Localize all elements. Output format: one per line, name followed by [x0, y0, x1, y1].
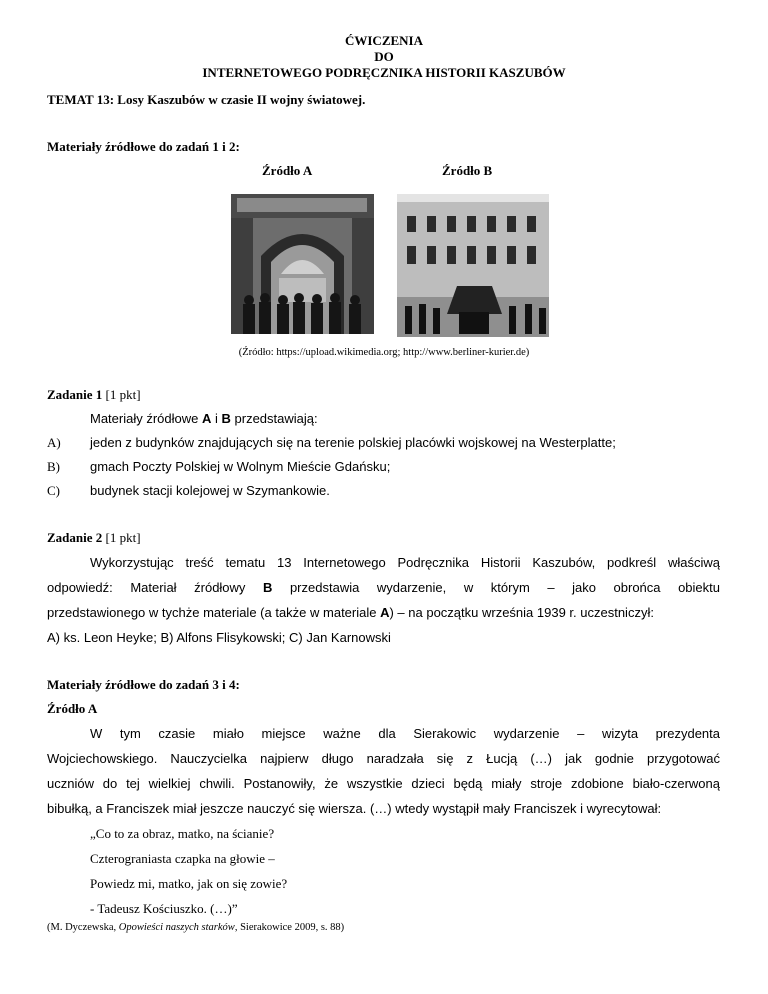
task-1-prompt [90, 411, 318, 426]
source-b-label: Źródło B [442, 163, 493, 178]
task-2-line-2-b: B [263, 580, 273, 595]
post-office-facade-image [397, 194, 549, 337]
paragraph-line-2: Wojciechowskiego. Nauczycielka najpierw długo naradzała się z Łucją (…) jak godnie przygotować [47, 751, 720, 766]
task-2-line-1: Wykorzystując treść tematu 13 Internetowego Podręcznika Historii Kaszubów, podkreśl właściwą [90, 555, 720, 570]
task-2-line-2-pre: odpowiedź: Materiał źródłowy [47, 580, 263, 595]
poem-line-1: „Co to za obraz, matko, na ścianie? [90, 826, 275, 841]
task-1-option-b-text: gmach Poczty Polskiej w Wolnym Mieście Gdańsku; [90, 459, 391, 474]
task-2-answers[interactable]: A) ks. Leon Heyke; B) Alfons Flisykowski; C) Jan Karnowski [47, 630, 391, 645]
task-2-line-3-pre: przedstawionego w tychże materiale (a także w materiale [47, 605, 381, 620]
citation-pre: (M. Dyczewska, [47, 922, 119, 933]
task-1-option-a-letter: A) [47, 435, 61, 450]
task-1-prompt-a: A [202, 411, 212, 426]
task-2-title: Zadanie 2 [47, 530, 103, 545]
task-2-line-3-post: ) – na początku września 1939 r. uczestniczył: [389, 605, 654, 620]
task-1-prompt-post: przedstawiają: [230, 411, 318, 426]
citation-title: Opowieści naszych starków [118, 922, 235, 933]
task-2-line-2 [47, 580, 720, 595]
materials-heading-2: Materiały źródłowe do zadań 3 i 4: [47, 677, 240, 692]
citation-post: , Sierakowice 2009, s. 88) [234, 922, 345, 933]
task-1-option-c-letter: C) [47, 483, 60, 498]
materials-heading-1: Materiały źródłowe do zadań 1 i 2: [47, 139, 240, 154]
source-a-label: Źródło A [262, 163, 313, 178]
poem-line-4: - Tadeusz Kościuszko. (…)” [90, 901, 238, 916]
poem-line-2: Czterograniasta czapka na głowie – [90, 851, 275, 866]
task-2-heading [47, 530, 141, 546]
paragraph-line-4: bibułką, a Franciszek miał jeszcze nauczyć się wiersza. (…) wtedy wystąpił mały Franciszek i wyrecytował: [47, 801, 662, 816]
source-a-photo [231, 194, 374, 334]
citation [47, 922, 344, 933]
topic-title: TEMAT 13: Losy Kaszubów w czasie II wojny światowej. [47, 92, 366, 107]
task-1-prompt-pre: Materiały źródłowe [90, 411, 202, 426]
task-1-points: [1 pkt] [102, 387, 141, 402]
source-caption: (Źródło: https://upload.wikimedia.org; http://www.berliner-kurier.de) [238, 347, 530, 358]
paragraph-line-1: W tym czasie miało miejsce ważne dla Sierakowic wydarzenie – wizyta prezydenta [90, 726, 720, 741]
task-1-option-c-text: budynek stacji kolejowej w Szymankowie. [90, 483, 330, 498]
task-2-line-2-post: przedstawia wydarzenie, w którym – jako obrońca obiektu [272, 580, 720, 595]
poem-line-3: Powiedz mi, matko, jak on się zowie? [90, 876, 288, 891]
header-line-1: ĆWICZENIA [344, 33, 423, 48]
paragraph-line-3: uczniów do tej wielkiej chwili. Postanowiły, że wszystkie dzieci będą miały stroje zdobione biało-czerwoną [47, 776, 720, 791]
header-line-3: INTERNETOWEGO PODRĘCZNIKA HISTORII KASZUBÓW [202, 65, 566, 80]
task-1-title: Zadanie 1 [47, 387, 103, 402]
task-1-heading [47, 387, 141, 403]
task-2-points: [1 pkt] [102, 530, 141, 545]
header-line-2: DO [374, 49, 394, 64]
task-2-line-3 [47, 605, 654, 620]
task-1-option-b-letter: B) [47, 459, 60, 474]
task-1-prompt-b: B [221, 411, 231, 426]
task-1-prompt-mid: i [211, 411, 222, 426]
source-b-photo [397, 194, 549, 337]
source-a-heading-2: Źródło A [47, 701, 98, 716]
task-2-line-3-a: A [380, 605, 390, 620]
post-office-entrance-image [231, 194, 374, 334]
task-1-option-a-text: jeden z budynków znajdujących się na terenie polskiej placówki wojskowej na Westerplatte; [90, 435, 616, 450]
